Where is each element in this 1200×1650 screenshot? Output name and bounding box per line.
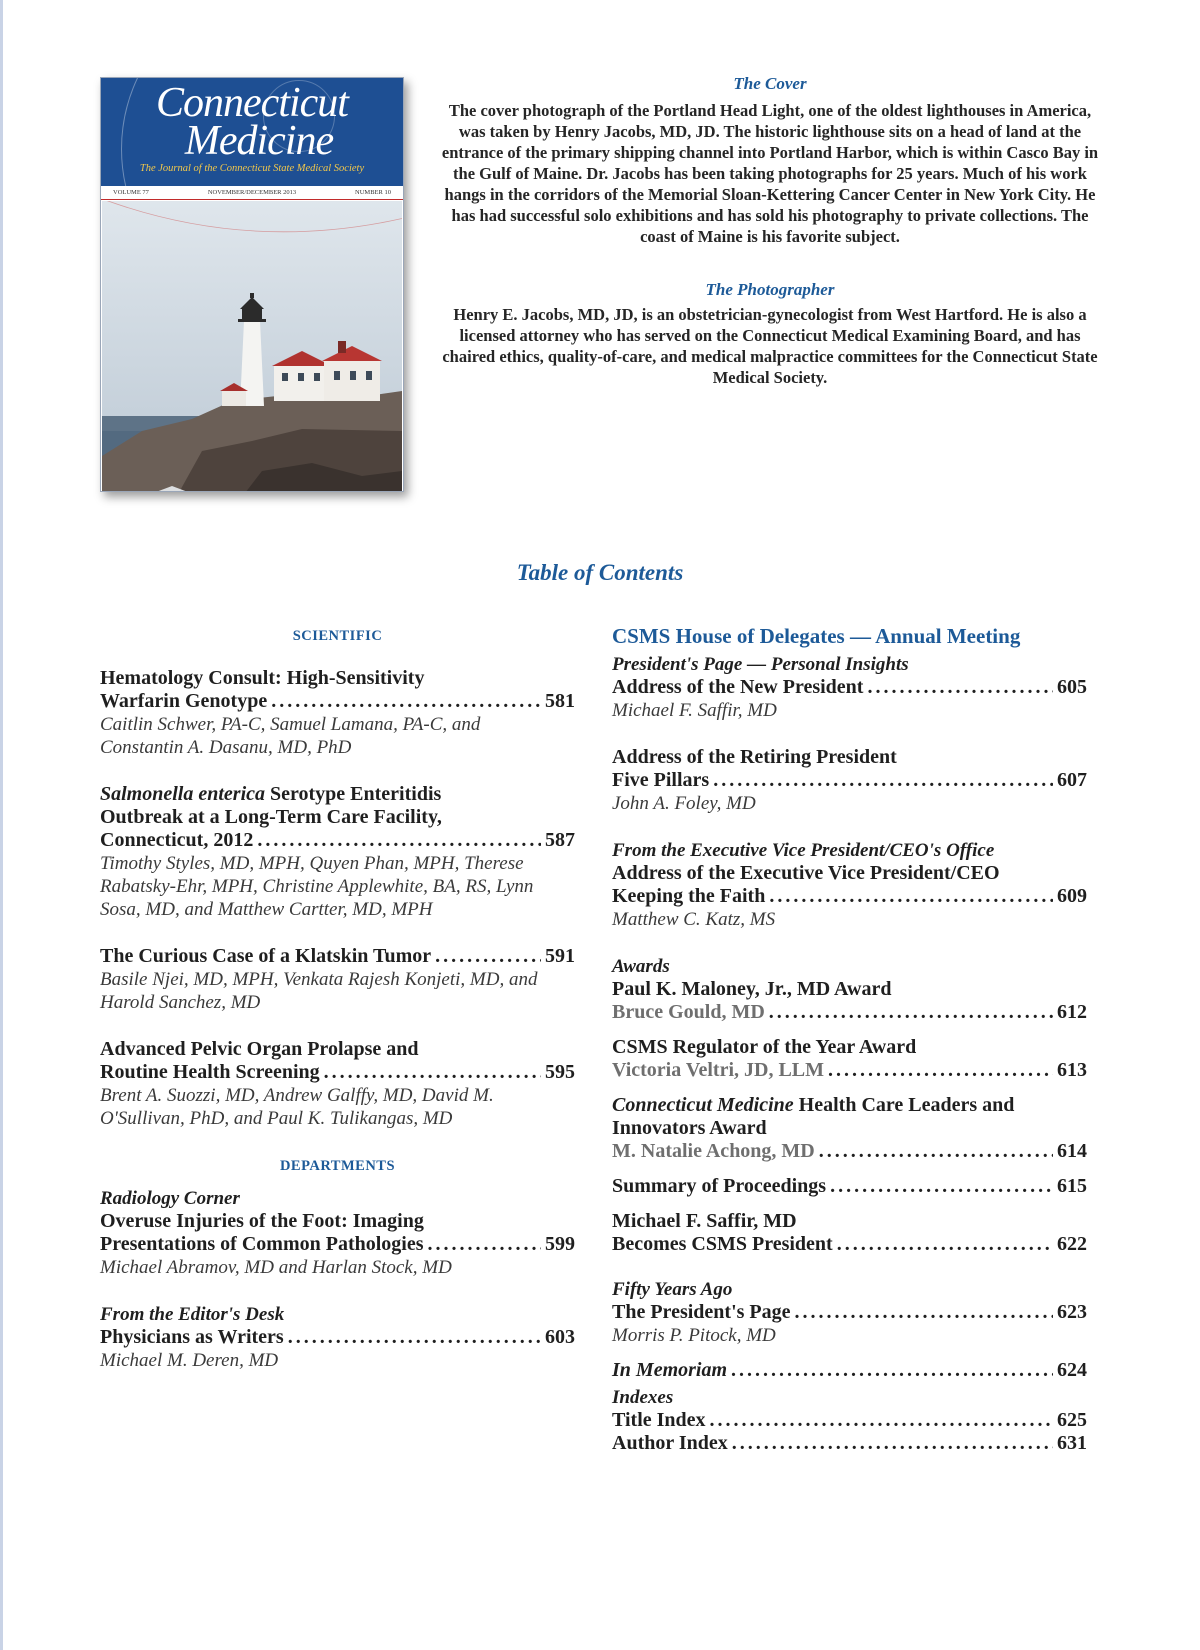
cover-volume: VOLUME 77 bbox=[113, 189, 149, 196]
page-edge bbox=[0, 0, 3, 1650]
toc-entry-new-president[interactable] bbox=[612, 653, 1087, 722]
entry-title: The President's Page bbox=[612, 1301, 791, 1323]
toc-entry-memoriam[interactable] bbox=[612, 1359, 1087, 1382]
entry-title-line: CSMS Regulator of the Year Award bbox=[612, 1036, 917, 1058]
toc-entry-awards-regulator[interactable] bbox=[612, 1036, 1087, 1082]
entry-title-line: Hematology Consult: High-Sensitivity bbox=[100, 667, 425, 689]
entry-category: From the Editor's Desk bbox=[100, 1304, 285, 1325]
entry-dotline bbox=[612, 1140, 1087, 1163]
entry-authors: Michael Abramov, MD and Harlan Stock, MD bbox=[100, 1257, 452, 1278]
entry-title: Summary of Proceedings bbox=[612, 1175, 827, 1197]
cover-description: The cover photograph of the Portland Head Light, one of the oldest lighthouses in America, was taken by Henry Jacobs, MD, JD. The historic lighthouse sits on a head of land at the entrance of the primary shipping channel into Portland Harbor, which is within Casco Bay in the Gulf of Maine. Dr. Jacobs has been taking photographs for 25 years. Much of his work hangs in the corridors of the Memorial Sloan-Kettering Cancer Center in New York City. He has had successful solo exhibitions and has sold his photography to private collections. The coast of Maine is his favorite subject. bbox=[441, 101, 1099, 246]
toc-right-column bbox=[612, 624, 1087, 1479]
entry-dotline bbox=[612, 1175, 1087, 1198]
entry-title-line: Michael F. Saffir, MD bbox=[612, 1210, 797, 1232]
entry-page: 624 bbox=[1057, 1359, 1087, 1381]
lighthouse-photo bbox=[102, 201, 402, 492]
toc-entry-retiring-president[interactable] bbox=[612, 746, 1087, 815]
entry-title: Title Index bbox=[612, 1409, 706, 1431]
entry-page: 622 bbox=[1057, 1233, 1087, 1255]
entry-title-line: Address of the Executive Vice President/CEO bbox=[612, 862, 1000, 884]
entry-title: Five Pillars bbox=[612, 769, 710, 791]
cover-journal-title bbox=[101, 80, 403, 164]
entry-title-rest: Health Care Leaders and bbox=[793, 1094, 1015, 1116]
cover-issue-date: NOVEMBER/DECEMBER 2013 bbox=[207, 189, 297, 196]
entry-category: Indexes bbox=[612, 1387, 674, 1408]
entry-title: Physicians as Writers bbox=[100, 1326, 284, 1348]
entry-dotline bbox=[612, 1432, 1087, 1455]
toc-entry-klatskin[interactable] bbox=[100, 945, 575, 1014]
entry-title-line: Innovators Award bbox=[612, 1117, 767, 1139]
entry-dotline bbox=[612, 1001, 1087, 1024]
entry-page: 595 bbox=[545, 1061, 575, 1083]
entry-title-italic: Salmonella enterica bbox=[100, 783, 265, 805]
section-scientific: SCIENTIFIC bbox=[292, 628, 383, 644]
entry-title-line bbox=[612, 1094, 1087, 1117]
entry-dotline bbox=[612, 1233, 1087, 1256]
entry-authors: Matthew C. Katz, MS bbox=[612, 909, 776, 930]
cover-masthead bbox=[101, 78, 403, 186]
entry-dotline bbox=[612, 1359, 1087, 1382]
entry-title-italic: Connecticut Medicine bbox=[612, 1094, 794, 1116]
entry-authors: Morris P. Pitock, MD bbox=[612, 1325, 776, 1346]
entry-dotline bbox=[612, 1301, 1087, 1324]
toc-entry-pelvic[interactable] bbox=[100, 1038, 575, 1130]
entry-authors: Michael F. Saffir, MD bbox=[612, 700, 777, 721]
entry-authors: Michael M. Deren, MD bbox=[100, 1350, 279, 1371]
entry-title: Connecticut, 2012 bbox=[100, 829, 254, 851]
house-of-delegates-header: CSMS House of Delegates — Annual Meeting bbox=[612, 624, 1021, 648]
entry-authors: O'Sullivan, PhD, and Paul K. Tulikangas, MD bbox=[100, 1108, 453, 1129]
entry-title: Becomes CSMS President bbox=[612, 1233, 833, 1255]
entry-authors: Constantin A. Dasanu, MD, PhD bbox=[100, 737, 352, 758]
entry-page: 625 bbox=[1057, 1409, 1087, 1431]
entry-category: President's Page — Personal Insights bbox=[612, 654, 909, 675]
entry-page: 609 bbox=[1057, 885, 1087, 907]
entry-category: From the Executive Vice President/CEO's Office bbox=[612, 840, 995, 861]
entry-recipient: Victoria Veltri, JD, LLM bbox=[612, 1059, 825, 1081]
cover-journal-subtitle: The Journal of the Connecticut State Medical Society bbox=[139, 163, 365, 174]
entry-page: 612 bbox=[1057, 1001, 1087, 1023]
entry-title-line: Advanced Pelvic Organ Prolapse and bbox=[100, 1038, 419, 1060]
entry-authors: Brent A. Suozzi, MD, Andrew Galffy, MD, David M. bbox=[100, 1085, 494, 1106]
entry-page: 599 bbox=[545, 1233, 575, 1255]
entry-title: The Curious Case of a Klatskin Tumor bbox=[100, 945, 432, 967]
entry-dotline bbox=[612, 1409, 1087, 1432]
entry-title: Keeping the Faith bbox=[612, 885, 766, 907]
entry-title-line: Overuse Injuries of the Foot: Imaging bbox=[100, 1210, 424, 1232]
entry-page: 581 bbox=[545, 690, 575, 712]
toc-entry-awards-leaders[interactable] bbox=[612, 1094, 1087, 1163]
entry-dotline bbox=[612, 1059, 1087, 1082]
entry-title: Warfarin Genotype bbox=[100, 690, 268, 712]
entry-authors: Sosa, MD, and Matthew Cartter, MD, MPH bbox=[100, 899, 433, 920]
entry-page: 605 bbox=[1057, 676, 1087, 698]
entry-recipient: Bruce Gould, MD bbox=[612, 1001, 765, 1023]
toc-entry-indexes[interactable] bbox=[612, 1386, 1087, 1455]
entry-recipient: M. Natalie Achong, MD bbox=[612, 1140, 815, 1162]
entry-title-line: Paul K. Maloney, Jr., MD Award bbox=[612, 978, 892, 1000]
toc-entry-salmonella[interactable] bbox=[100, 783, 575, 921]
photographer-heading: The Photographer bbox=[705, 280, 835, 299]
toc-entry-awards-maloney[interactable] bbox=[612, 955, 1087, 1024]
toc-entry-saffir[interactable] bbox=[612, 1210, 1087, 1256]
cover-title-line1: Connecticut bbox=[156, 80, 348, 126]
photographer-description: Henry E. Jacobs, MD, JD, is an obstetrician-gynecologist from West Hartford. He is also a licensed attorney who has served on the Connecticut Medical Examining Board, and has chaired ethics, quality-of-care, and medical malpractice committees for the Connecticut State Medical Society. bbox=[442, 305, 1098, 387]
cover-heading: The Cover bbox=[733, 74, 807, 93]
entry-dotline bbox=[100, 1233, 575, 1256]
cover-title-line2: Medicine bbox=[184, 118, 334, 164]
toc-entry-warfarin[interactable] bbox=[100, 667, 575, 759]
entry-page: 631 bbox=[1057, 1432, 1087, 1454]
entry-title-line: Outbreak at a Long-Term Care Facility, bbox=[100, 806, 442, 828]
entry-authors: John A. Foley, MD bbox=[612, 793, 756, 814]
toc-left-column bbox=[100, 628, 575, 1396]
entry-dotline bbox=[100, 690, 575, 713]
entry-dotline bbox=[612, 676, 1087, 699]
entry-authors: Harold Sanchez, MD bbox=[100, 992, 261, 1013]
cover-thumbnail bbox=[100, 77, 404, 492]
entry-title-rest: Serotype Enteritidis bbox=[265, 783, 442, 805]
entry-title: Routine Health Screening bbox=[100, 1061, 320, 1083]
entry-dotline bbox=[612, 769, 1087, 792]
entry-dotline bbox=[100, 1061, 575, 1084]
toc-entry-fifty-years[interactable] bbox=[612, 1278, 1087, 1347]
entry-title: In Memoriam bbox=[612, 1359, 728, 1381]
entry-dotline bbox=[612, 885, 1087, 908]
section-departments: DEPARTMENTS bbox=[279, 1158, 396, 1174]
entry-title: Presentations of Common Pathologies bbox=[100, 1233, 424, 1255]
entry-title: Address of the New President bbox=[612, 676, 864, 698]
toc-entry-editors-desk[interactable] bbox=[100, 1303, 575, 1372]
cover-number: NUMBER 10 bbox=[355, 189, 391, 196]
cover-issue-meta bbox=[101, 186, 403, 200]
entry-dotline bbox=[100, 1326, 575, 1349]
entry-title-line bbox=[100, 783, 575, 806]
entry-category: Awards bbox=[612, 956, 670, 977]
entry-page: 603 bbox=[545, 1326, 575, 1348]
toc-entry-evp[interactable] bbox=[612, 839, 1087, 931]
entry-authors: Caitlin Schwer, PA-C, Samuel Lamana, PA-C, and bbox=[100, 714, 481, 735]
entry-dotline bbox=[100, 945, 575, 968]
entry-page: 591 bbox=[545, 945, 575, 967]
entry-page: 623 bbox=[1057, 1301, 1087, 1323]
entry-title: Author Index bbox=[612, 1432, 728, 1454]
entry-page: 615 bbox=[1057, 1175, 1087, 1197]
entry-authors: Timothy Styles, MD, MPH, Quyen Phan, MPH, Therese bbox=[100, 853, 524, 874]
toc-entry-radiology[interactable] bbox=[100, 1187, 575, 1279]
entry-category: Radiology Corner bbox=[100, 1188, 240, 1209]
entry-page: 613 bbox=[1057, 1059, 1087, 1081]
entry-page: 607 bbox=[1057, 769, 1087, 791]
entry-authors: Rabatsky-Ehr, MPH, Christine Applewhite, BA, RS, Lynn bbox=[100, 876, 534, 897]
entry-category: Fifty Years Ago bbox=[612, 1279, 733, 1300]
entry-page: 614 bbox=[1057, 1140, 1087, 1162]
entry-authors: Basile Njei, MD, MPH, Venkata Rajesh Konjeti, MD, and bbox=[100, 969, 538, 990]
toc-title: Table of Contents bbox=[516, 560, 684, 585]
entry-dotline bbox=[100, 829, 575, 852]
entry-title-line: Address of the Retiring President bbox=[612, 746, 897, 768]
toc-entry-summary[interactable] bbox=[612, 1175, 1087, 1198]
entry-page: 587 bbox=[545, 829, 575, 851]
